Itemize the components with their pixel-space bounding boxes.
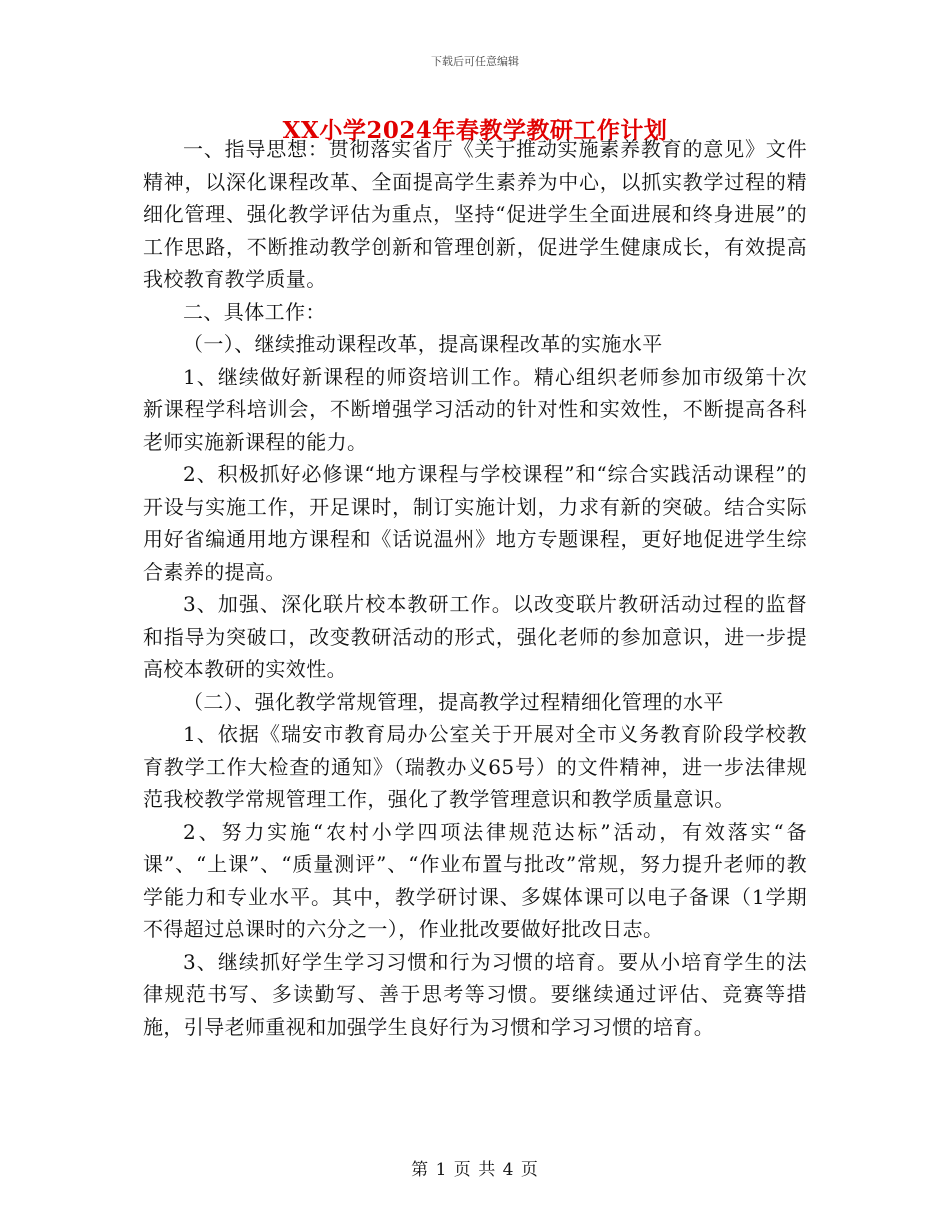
section-heading-specific-work: 二、具体工作： — [183, 299, 326, 324]
document-title: XX小学2024年春教学教研工作计划 — [282, 117, 668, 144]
document-body — [143, 133, 807, 1043]
paragraph-inspection-notice: 1、依据《瑞安市教育局办公室关于开展对全市义务教育阶段学校教育教学工作大检查的通知》（瑞教办义65号）的文件精神，进一步法律规范我校教学常规管理工作，强化了教学管理意识和教学质量意识。 — [143, 722, 807, 811]
page-header-note: 下载后可任意编辑 — [431, 55, 519, 68]
paragraph-guiding-ideology: 一、指导思想：贯彻落实省厅《关于推动实施素养教育的意见》文件精神，以深化课程改革、全面提高学生素养为中心，以抓实教学过程的精细化管理、强化教学评估为重点，坚持“促进学生全面进展和终身进展”的工作思路，不断推动教学创新和管理创新，促进学生健康成长，有效提高我校教育教学质量。 — [143, 137, 807, 291]
paragraph-study-habits: 3、继续抓好学生学习习惯和行为习惯的培育。要从小培育学生的法律规范书写、多读勤写、善于思考等习惯。要继续通过评估、竞赛等措施，引导老师重视和加强学生良好行为习惯和学习习惯的培育。 — [143, 949, 807, 1039]
page-number-footer: 第 1 页 共 4 页 — [411, 1160, 539, 1180]
paragraph-school-research: 3、加强、深化联片校本教研工作。以改变联片教研活动过程的监督和指导为突破口，改变教研活动的形式，强化老师的参加意识，进一步提高校本教研的实效性。 — [143, 592, 807, 681]
subsection-heading-curriculum-reform: （一）、继续推动课程改革，提高课程改革的实施水平 — [183, 332, 663, 356]
paragraph-teacher-training: 1、继续做好新课程的师资培训工作。精心组织老师参加市级第十次新课程学科培训会，不断增强学习活动的针对性和实效性，不断提高各科老师实施新课程的能力。 — [143, 364, 807, 454]
paragraph-local-curriculum: 2、积极抓好必修课“地方课程与学校课程”和“综合实践活动课程”的开设与实施工作，开足课时，制订实施计划，力求有新的突破。结合实际用好省编通用地方课程和《话说温州》地方专题课程，更好地促进学生综合素养的提高。 — [143, 462, 807, 584]
subsection-heading-routine-management: （二）、强化教学常规管理，提高教学过程精细化管理的水平 — [183, 689, 724, 714]
paragraph-four-standards: 2、努力实施“农村小学四项法律规范达标”活动，有效落实“备课”、“上课”、“质量测评”、“作业布置与批改”常规，努力提升老师的教学能力和专业水平。其中，教学研讨课、多媒体课可以电子备课（1学期不得超过总课时的六分之一），作业批改要做好批改日志。 — [143, 819, 807, 941]
